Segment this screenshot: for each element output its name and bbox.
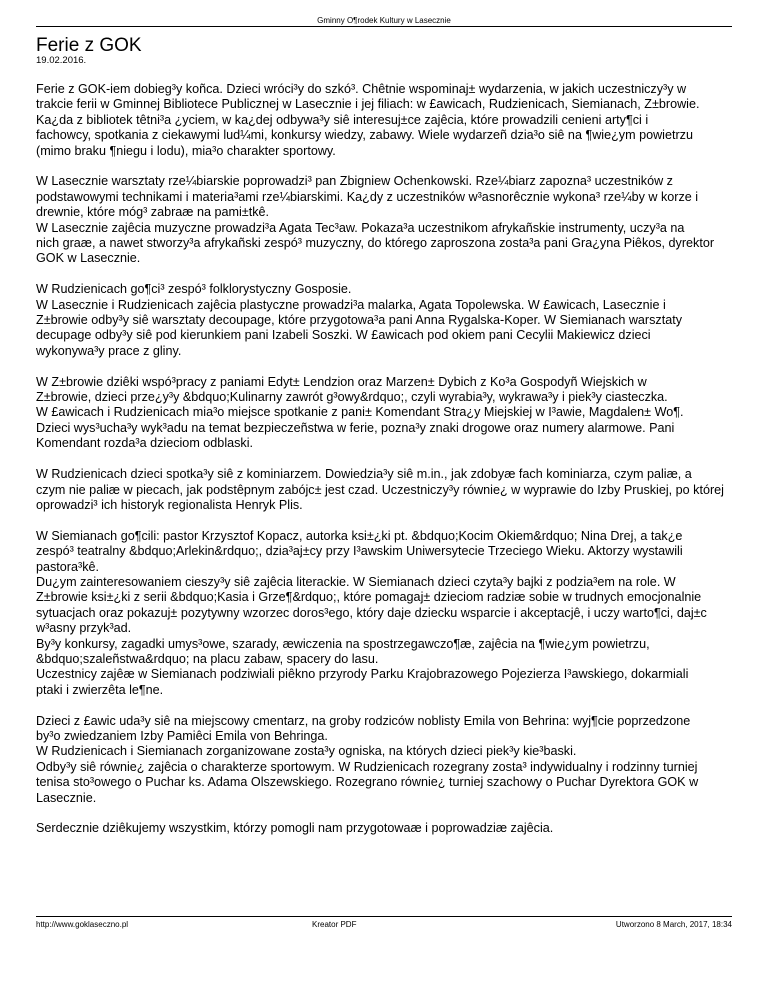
paragraph-line: Z±browie odby³y siê warsztaty decoupage, które przygotowa³a pani Anna Rygalska-Koper. W Siemianach warsztaty [36, 313, 683, 328]
article-paragraph [36, 529, 736, 698]
paragraph-line: Odby³y siê równie¿ zajêcia o charakterze sportowym. W Rudzienicach rozegrany zosta³ indywidualny i rodzinny turniej [36, 759, 698, 774]
paragraph-line: W Rudzienicach i Siemianach zorganizowane zosta³y ogniska, na których dzieci piek³y kie³baski. [36, 744, 577, 759]
paragraph-line: W Siemianach go¶cili: pastor Krzysztof Kopacz, autorka ksi±¿ki pt. &bdquo;Kocim Okiem&rdquo; Nina Drej, a tak¿e [36, 528, 683, 543]
paragraph-line: zespó³ teatralny &bdquo;Arlekin&rdquo;, dzia³aj±cy przy I³awskim Uniwersytecie Trzeciego Wieku. Aktorzy wystawili [36, 544, 683, 559]
paragraph-line: W £awicach i Rudzienicach mia³o miejsce spotkanie z pani± Komendant Stra¿y Miejskiej w I³awie, Magdalen± Wo¶. [36, 405, 684, 420]
paragraph-line: Lasecznie. [36, 790, 97, 805]
paragraph-line: W Rudzienicach go¶ci³ zespó³ folklorystyczny Gosposie. [36, 282, 352, 297]
page-header [36, 0, 732, 27]
paragraph-line: W Rudzienicach dzieci spotka³y siê z kominiarzem. Dowiedzia³y siê m.in., jak zdobyæ fach kominiarza, czym paliæ, a [36, 467, 692, 482]
paragraph-line: Uczestnicy zajêæ w Siemianach podziwiali piêkno przyrody Parku Krajobrazowego Pojezierza I³awskiego, dokarmiali [36, 667, 689, 682]
paragraph-line: decupage odby³y siê pod kierunkiem pani Izabeli Soszki. W £awicach pod okiem pani Cecylii Makiewicz dzieci [36, 328, 651, 343]
paragraph-line: Ka¿da z bibliotek têtni³a ¿yciem, w ka¿dej odbywa³y siê interesuj±ce zajêcia, które prowadzili cenieni arty¶ci i [36, 112, 649, 127]
article-paragraph [36, 375, 736, 452]
paragraph-line: w³asny przyk³ad. [36, 621, 132, 636]
article-paragraph [36, 82, 736, 159]
article-date: 19.02.2016. [36, 55, 87, 66]
paragraph-line: Z±browie, dzieci prze¿y³y &bdquo;Kulinarny zawrót g³owy&rdquo;, czyli wyrabia³y, wykrawa³y i piek³y ciasteczka. [36, 390, 668, 405]
paragraph-line: ptaki i zwierzêta le¶ne. [36, 682, 164, 697]
paragraph-line: W Lasecznie i Rudzienicach zajêcia plastyczne prowadzi³a malarka, Agata Topolewska. W £awicach, Lasecznie i [36, 297, 666, 312]
paragraph-line: nich graæ, a nawet stworzy³a afrykañski zespó³ muzyczny, do którego zaproszona zosta³a pani Gra¿yna Piêkos, dyrektor [36, 236, 715, 251]
paragraph-line: trakcie ferii w Gminnej Bibliotece Publicznej w Lasecznie i jej filiach: w £awicach, Rudzienicach, Siemianach, Z±browie. [36, 97, 700, 112]
paragraph-line: sytuacjach oraz pokazuj± pozytywny wzorzec doros³ego, który daje dziecku wsparcie i akceptacjê, i uczy warto¶ci, daj±c [36, 605, 707, 620]
article-paragraph [36, 174, 736, 266]
site-name: Gminny O¶rodek Kultury w Lasecznie [317, 16, 451, 25]
paragraph-line: pastora³kê. [36, 559, 99, 574]
paragraph-line: by³o zwiedzaniem Izby Pamiêci Emila von Behringa. [36, 728, 328, 743]
page-footer [36, 916, 732, 928]
paragraph-line: (mimo braku ¶niegu i lodu), mia³o charakter sportowy. [36, 143, 336, 158]
article-paragraph [36, 467, 736, 513]
paragraph-line: wykonywa³y prace z gliny. [36, 343, 182, 358]
paragraph-line: fachowcy, spotkania z ciekawymi lud¼mi, konkursy wiedzy, zabawy. Wiele wydarzeñ dzia³o siê na ¶wie¿ym powietrzu [36, 128, 693, 143]
footer-created: Utworzono 8 March, 2017, 18:34 [615, 920, 732, 929]
paragraph-line: W Z±browie dziêki wspó³pracy z paniami Edyt± Lendzion oraz Marzen± Dybich z Ko³a Gospodyñ Wiejskich w [36, 374, 647, 389]
footer-url: http://www.goklaseczno.pl [36, 920, 129, 929]
paragraph-line: Dzieci z £awic uda³y siê na miejscowy cmentarz, na groby rodziców noblisty Emila von Behrina: wyj¶cie poprzedzone [36, 713, 691, 728]
article-title: Ferie z GOK [36, 35, 142, 56]
paragraph-line: podstawowymi technikami i materia³ami rze¼biarskimi. Ka¿dy z uczestników w³asnorêcznie wykona³ rze¼by w korze i [36, 189, 699, 204]
paragraph-line: W Lasecznie zajêcia muzyczne prowadzi³a Agata Tec³aw. Pokaza³a uczestnikom afrykañskie instrumenty, uczy³a na [36, 220, 685, 235]
paragraph-line: Z±browie ksi±¿ki z serii &bdquo;Kasia i Grze¶&rdquo;, które pomagaj± dzieciom radziæ sobie w trudnych emocjonalnie [36, 590, 702, 605]
paragraph-line: Komendant rozda³a dzieciom odblaski. [36, 436, 254, 451]
paragraph-line: &bdquo;szaleñstwa&rdquo; na placu zabaw, spacery do lasu. [36, 651, 379, 666]
footer-generator: Kreator PDF [312, 920, 357, 929]
paragraph-line: Du¿ym zainteresowaniem cieszy³y siê zajêcia literackie. W Siemianach dzieci czyta³y bajki z podzia³em na role. W [36, 574, 676, 589]
article-paragraph [36, 282, 736, 359]
paragraph-line: GOK w Lasecznie. [36, 251, 141, 266]
paragraph-line: tenisa sto³owego o Puchar ks. Adama Olszewskiego. Rozegrano równie¿ turniej szachowy o Puchar Dyrektora GOK w [36, 775, 699, 790]
paragraph-line: czym nie paliæ w piecach, jak podstêpnym zabójc± jest czad. Uczestniczy³y równie¿ w wyprawie do Izby Pruskiej, po której [36, 482, 724, 497]
article-paragraph [36, 821, 736, 836]
paragraph-line: W Lasecznie warsztaty rze¼biarskie poprowadzi³ pan Zbigniew Ochenkowski. Rze¼biarz zapozna³ uczestników z [36, 174, 673, 189]
paragraph-line: By³y konkursy, zagadki umys³owe, szarady, æwiczenia na spostrzegawczo¶æ, zajêcia na ¶wie¿ym powietrzu, [36, 636, 650, 651]
paragraph-line: oprowadzi³ ich historyk regionalista Henryk Plis. [36, 497, 303, 512]
paragraph-line: drewnie, które móg³ zabraæ na pami±tkê. [36, 205, 270, 220]
paragraph-line: Serdecznie dziêkujemy wszystkim, którzy pomogli nam przygotowaæ i poprowadziæ zajêcia. [36, 821, 554, 836]
paragraph-line: Dzieci wys³ucha³y wyk³adu na temat bezpieczeñstwa w ferie, pozna³y znaki drogowe oraz numery alarmowe. Pani [36, 420, 675, 435]
paragraph-line: Ferie z GOK-iem dobieg³y koñca. Dzieci wróci³y do szkó³. Chêtnie wspominaj± wydarzenia, w jakich uczestniczy³y w [36, 82, 687, 96]
article-paragraph [36, 714, 736, 806]
article-body [36, 82, 736, 852]
